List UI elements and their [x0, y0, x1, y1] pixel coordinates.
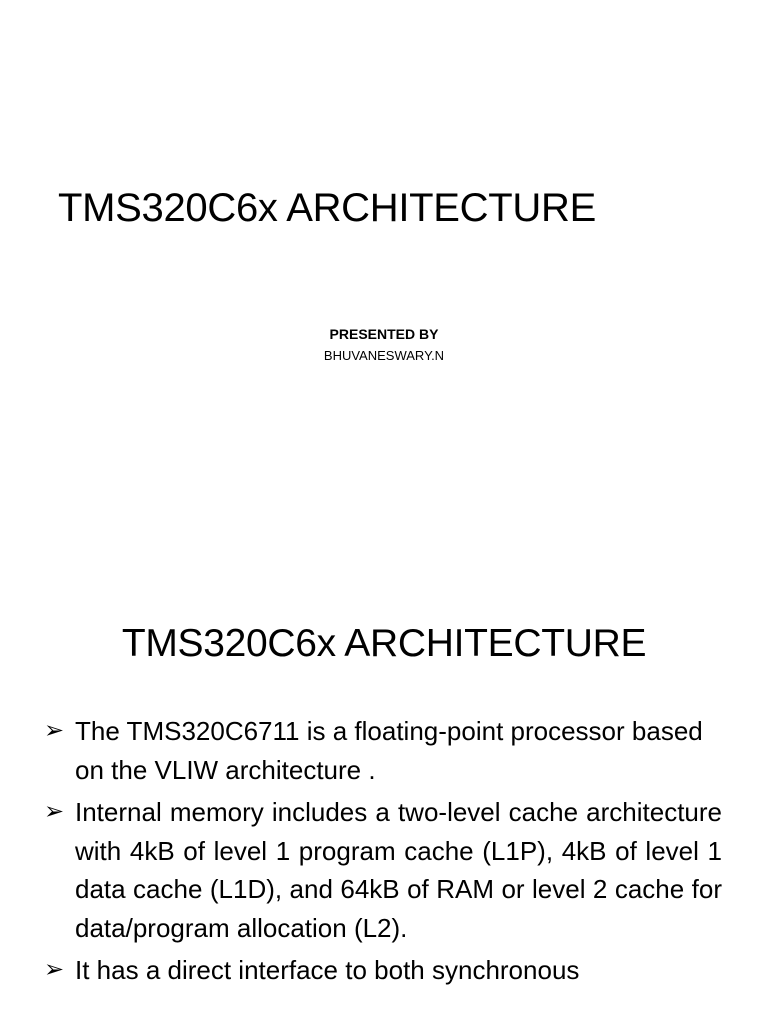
- bullet-item: [44, 793, 722, 947]
- bullet-item: [44, 951, 722, 990]
- bullet-list: [44, 712, 722, 994]
- arrow-bullet-icon: ➢: [44, 798, 65, 825]
- bullet-text: It has a direct interface to both synchronous: [75, 955, 580, 985]
- presented-by-label: PRESENTED BY: [329, 326, 439, 342]
- bullet-text: Internal memory includes a two-level cache architecture with 4kB of level 1 program cache (L1P), 4kB of level 1 data cache (L1D), and 64kB of RAM or level 2 cache for data/program allocation (L2).: [75, 797, 722, 943]
- arrow-bullet-icon: ➢: [44, 956, 65, 983]
- bullet-text: The TMS320C6711 is a floating-point processor based on the VLIW architecture .: [75, 716, 703, 785]
- slide-heading: TMS320C6x ARCHITECTURE: [121, 622, 647, 665]
- bullet-item: [44, 712, 722, 789]
- content-slide: [0, 576, 768, 1024]
- presenter-name: BHUVANESWARY.N: [323, 348, 445, 363]
- slide-title: TMS320C6x ARCHITECTURE: [58, 186, 596, 230]
- arrow-bullet-icon: ➢: [44, 717, 65, 744]
